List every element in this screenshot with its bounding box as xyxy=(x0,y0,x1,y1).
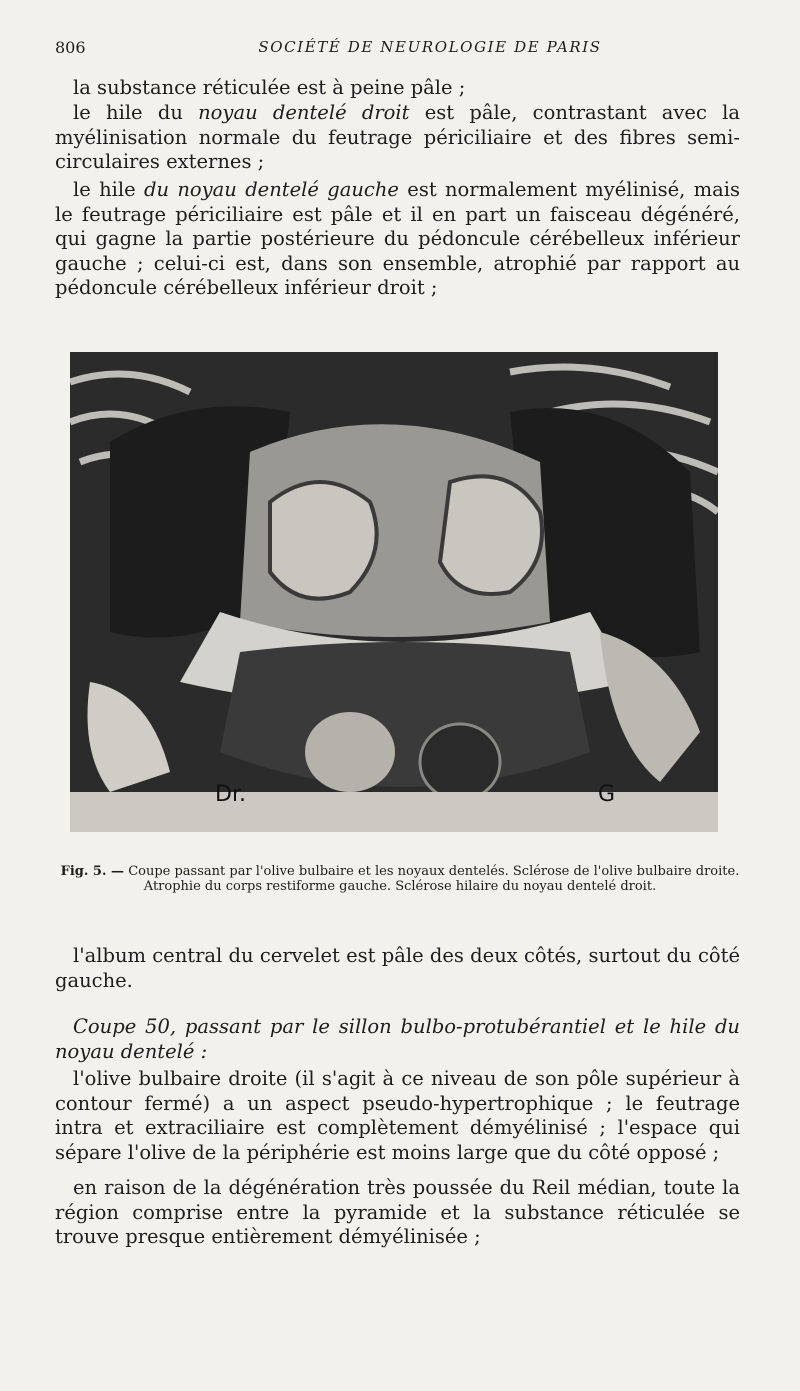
paragraph-2 xyxy=(55,101,740,175)
paragraph-2-end: est pâle, contrastant avec la myélinisation normale du feutrage périciliaire et des fibres semi-circulaires externes ; xyxy=(55,101,740,173)
paragraph-3-start: le hile xyxy=(73,178,144,201)
paragraph-7 xyxy=(55,1176,740,1250)
paragraph-5-text: Coupe 50, passant par le sillon bulbo-protubérantiel et le hile du noyau dentelé : xyxy=(55,1015,740,1063)
paragraph-3-end: est normalement myélinisé, mais le feutrage périciliaire est pâle et il en part un faisceau dégénéré, qui gagne la partie postérieure du pédoncule cérébelleux inférieur gauche ; celui-ci est, dans son ensemble, atrophié par rapport au pédoncule cérébelleux inférieur droit ; xyxy=(55,178,740,299)
figure-label-right: G xyxy=(598,782,616,807)
paragraph-6 xyxy=(55,1067,740,1165)
paragraph-2-italic: noyau dentelé droit xyxy=(198,101,410,124)
page-number: 806 xyxy=(55,38,86,57)
figure-caption xyxy=(55,864,745,894)
caption-label: Fig. 5. — xyxy=(60,864,125,879)
histology-figure xyxy=(70,352,718,832)
caption-text: Coupe passant par l'olive bulbaire et les noyaux dentelés. Sclérose de l'olive bulbaire droite. Atrophie du corps restiforme gauche. Sclérose hilaire du noyau dentelé droit. xyxy=(128,864,740,894)
paragraph-5 xyxy=(55,1015,740,1064)
paragraph-1 xyxy=(55,76,740,101)
paragraph-4 xyxy=(55,944,740,993)
page-header xyxy=(55,38,745,62)
brain-section-image xyxy=(70,352,718,832)
paragraph-4-text: l'album central du cervelet est pâle des deux côtés, surtout du côté gauche. xyxy=(55,944,740,992)
paragraph-6-text: l'olive bulbaire droite (il s'agit à ce niveau de son pôle supérieur à contour fermé) a un aspect pseudo-hypertrophique ; le feutrage intra et extraciliaire est complètement démyélinisé ; l'espace qui sépare l'olive de la périphérie est moins large que du côté opposé ; xyxy=(55,1067,740,1164)
paragraph-3 xyxy=(55,178,740,301)
paragraph-3-italic: du noyau dentelé gauche xyxy=(144,178,399,201)
paragraph-7-text: en raison de la dégénération très poussée du Reil médian, toute la région comprise entre la pyramide et la substance réticulée se trouve presque entièrement démyélinisée ; xyxy=(55,1176,740,1248)
paragraph-1-text: la substance réticulée est à peine pâle ; xyxy=(73,76,466,99)
figure-label-left: Dr. xyxy=(215,782,246,807)
paragraph-2-start: le hile du xyxy=(73,101,199,124)
running-title: SOCIÉTÉ DE NEUROLOGIE DE PARIS xyxy=(258,38,602,56)
